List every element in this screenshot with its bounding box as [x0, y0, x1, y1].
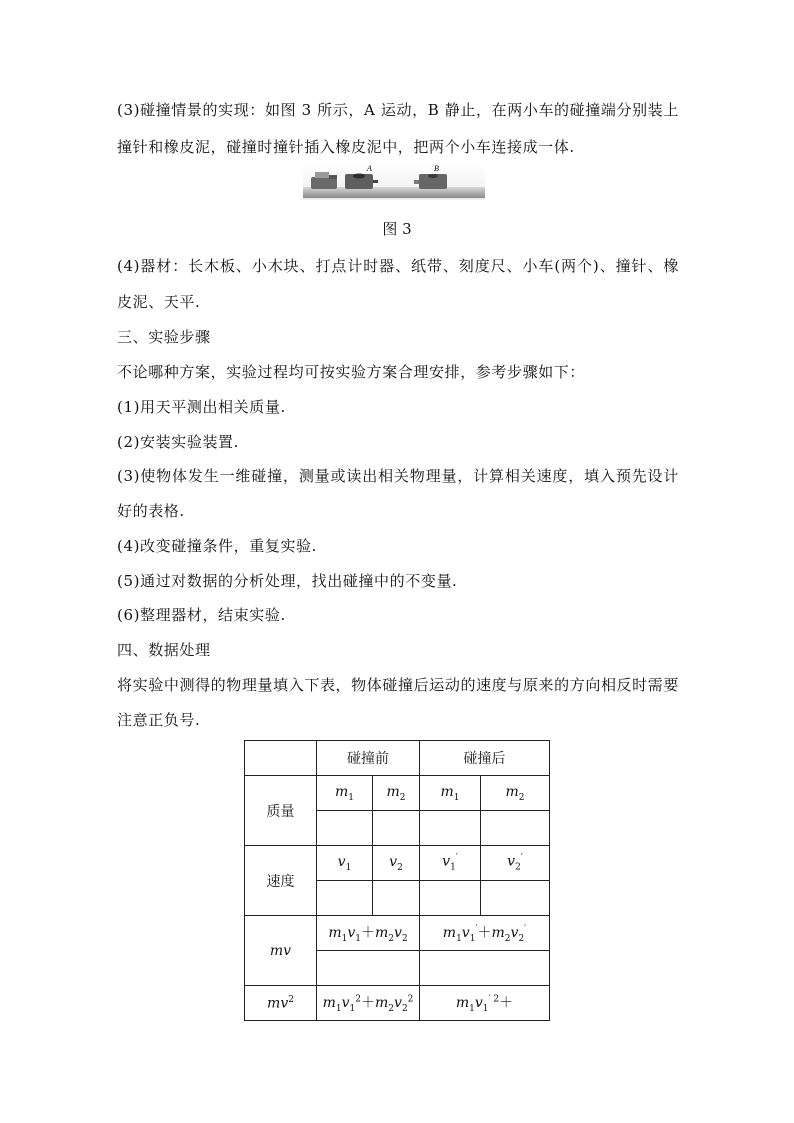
empty-cell [481, 811, 550, 846]
cell-m2-after: $m_2$ [481, 776, 550, 811]
empty-cell [420, 811, 481, 846]
figure-3-cart-collision-photo [303, 163, 485, 200]
section-3-intro: 不论哪种方案，实验过程均可按实验方案合理安排，参考步骤如下： [117, 363, 586, 381]
cell-energy-after: $m_1v_1^{' 2}+$ [420, 986, 550, 1021]
empty-cell [317, 811, 373, 846]
row-label-mass: 质量 [245, 776, 317, 846]
step-6: (6)整理器材，结束实验. [117, 606, 286, 624]
step-4: (4)改变碰撞条件，重复实验. [117, 537, 318, 555]
step-1: (1)用天平测出相关质量. [117, 398, 286, 416]
step-3-line-2: 好的表格. [117, 502, 185, 520]
cell-m1-before: $m_1$ [317, 776, 373, 811]
step-3-line-1: (3)使物体发生一维碰撞，测量或读出相关物理量，计算相关速度，填入预先设计 [117, 467, 679, 485]
cell-v2-after: $v_2'$ [481, 846, 550, 881]
empty-cell [481, 881, 550, 916]
empty-cell [420, 881, 481, 916]
row-label-mv: mv [245, 916, 317, 986]
section-3-heading: 三、实验步骤 [117, 328, 211, 346]
paragraph-3-line-1: (3)碰撞情景的实现：如图 3 所示，A 运动，B 静止，在两小车的碰撞端分别装上 [117, 101, 679, 119]
figure-label-b: B [434, 164, 439, 173]
cell-v2-before: $v_2$ [373, 846, 420, 881]
section-4-heading: 四、数据处理 [117, 641, 211, 659]
cell-v1-before: $v_1$ [317, 846, 373, 881]
paragraph-4-line-1: (4)器材：长木板、小木块、打点计时器、纸带、刻度尺、小车(两个)、撞针、橡 [117, 257, 679, 275]
header-after: 碰撞后 [420, 741, 550, 776]
paragraph-4-line-2: 皮泥、天平. [117, 293, 201, 311]
row-label-speed: 速度 [245, 846, 317, 916]
section-4-text-line-1: 将实验中测得的物理量填入下表，物体碰撞后运动的速度与原来的方向相反时需要 [117, 676, 679, 694]
step-2: (2)安装实验装置. [117, 433, 240, 451]
figure-caption: 图 3 [382, 220, 412, 238]
paragraph-3-line-2: 撞针和橡皮泥，碰撞时撞针插入橡皮泥中，把两个小车连接成一体. [117, 138, 575, 156]
header-before: 碰撞前 [317, 741, 420, 776]
cell-m2-before: $m_2$ [373, 776, 420, 811]
empty-cell [317, 951, 420, 986]
row-label-mv2: $mv^2$ [245, 986, 317, 1021]
cell-v1-after: $v_1'$ [420, 846, 481, 881]
section-4-text-line-2: 注意正负号. [117, 711, 201, 729]
data-table [244, 740, 550, 1021]
empty-cell [317, 881, 373, 916]
figure-label-a: A [367, 164, 372, 173]
table-corner-cell [245, 741, 317, 776]
empty-cell [420, 951, 550, 986]
empty-cell [373, 811, 420, 846]
cell-momentum-after: $m_1v_1'+m_2v_2'$ [420, 916, 550, 951]
cell-momentum-before: $m_1v_1+m_2v_2$ [317, 916, 420, 951]
cell-m1-after: $m_1$ [420, 776, 481, 811]
cell-energy-before: $m_1v_1^2+m_2v_2^2$ [317, 986, 420, 1021]
step-5: (5)通过对数据的分析处理，找出碰撞中的不变量. [117, 572, 458, 590]
empty-cell [373, 881, 420, 916]
